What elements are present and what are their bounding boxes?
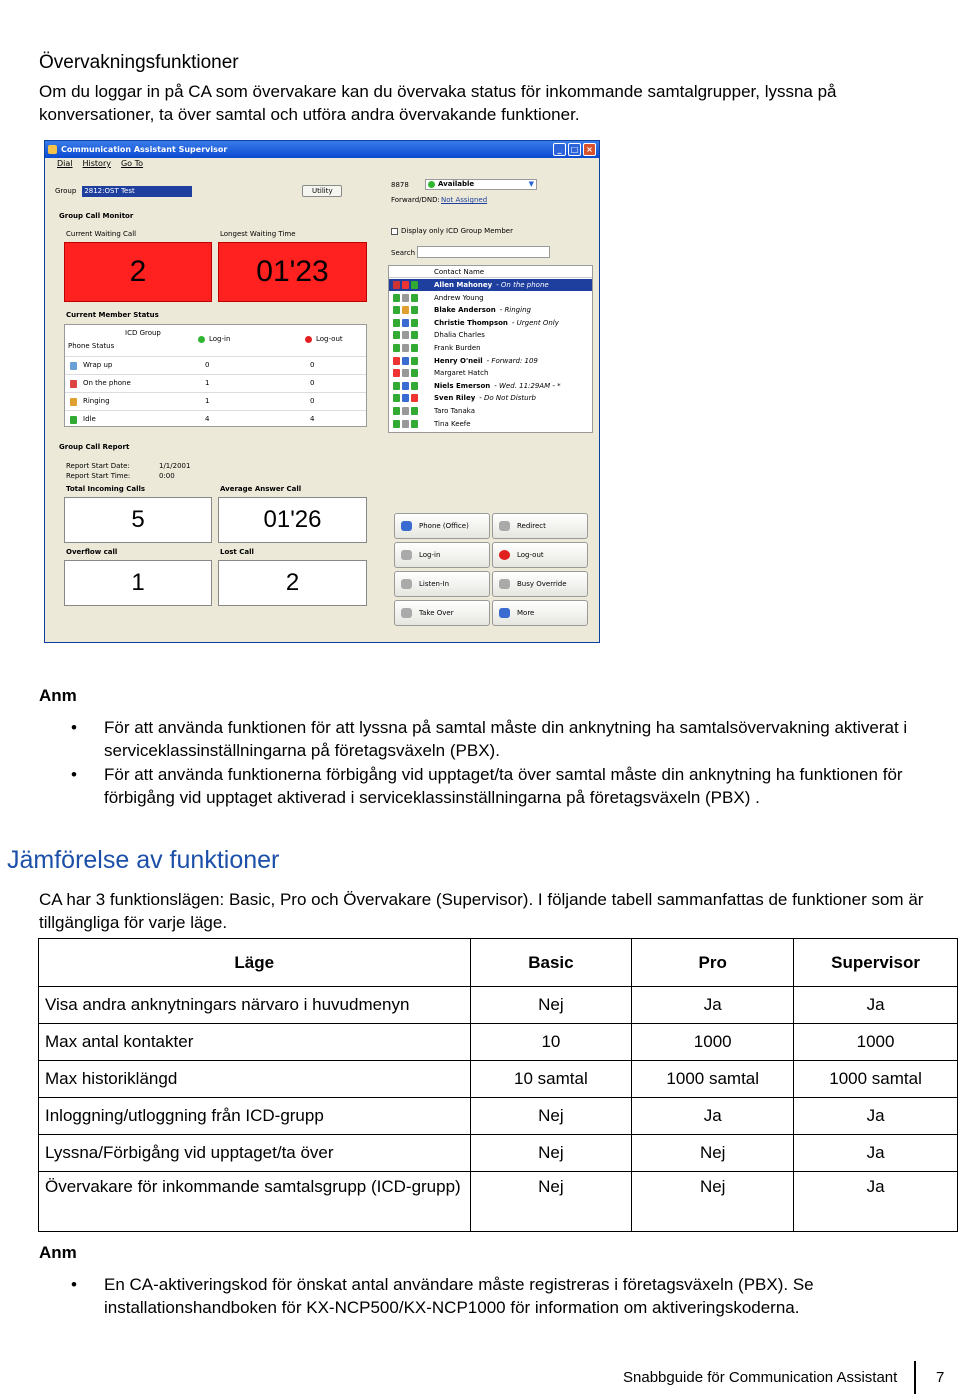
- table-cell: Max historiklängd: [39, 1061, 471, 1098]
- menu-goto[interactable]: Go To: [120, 159, 144, 168]
- table-cell: 1000: [632, 1024, 794, 1061]
- total-incoming-value: 5: [64, 497, 212, 543]
- note-bullet: • För att använda funktionerna förbigång vid upptaget/ta över samtal måste din anknytning ha funktionen för förbigång vid upptaget aktiverad i serviceklassinställningarna på företagsväxeln (PBX) .: [39, 763, 959, 809]
- table-cell: Ja: [794, 1135, 958, 1172]
- lost-call-value: 2: [218, 560, 367, 606]
- contact-row[interactable]: [389, 392, 592, 404]
- table-row: [39, 1135, 958, 1172]
- section-heading-compare: Jämförelse av funktioner: [7, 846, 280, 874]
- table-cell: 10 samtal: [470, 1061, 632, 1098]
- contact-status-icon: [411, 369, 418, 377]
- login-button[interactable]: Log-in: [394, 542, 490, 568]
- contact-row[interactable]: [389, 317, 592, 329]
- contact-status-icon: [411, 294, 418, 302]
- contact-row[interactable]: [389, 355, 592, 367]
- logout-icon: [499, 550, 510, 560]
- presence-select[interactable]: Available ▼: [425, 179, 537, 190]
- contact-status-icon: [402, 319, 409, 327]
- table-row: [39, 1172, 958, 1232]
- phone-icon: [401, 521, 412, 531]
- contact-status-icon: [402, 394, 409, 402]
- busy-override-button[interactable]: Busy Override: [492, 571, 588, 597]
- longest-waiting-time-value: 01'23: [218, 242, 367, 302]
- busy-override-icon: [499, 579, 510, 589]
- current-member-status-label: Current Member Status: [66, 311, 159, 319]
- table-header: Läge: [39, 939, 471, 987]
- contact-status-icon: [393, 331, 400, 339]
- take-over-icon: [401, 608, 412, 618]
- status-row-idle: Idle 4 4: [65, 410, 366, 427]
- contact-status-icon: [411, 357, 418, 365]
- maximize-icon[interactable]: □: [568, 143, 581, 156]
- table-cell: Övervakare för inkommande samtalsgrupp (ICD-grupp): [39, 1172, 471, 1232]
- footer-divider: [914, 1361, 916, 1394]
- overflow-label: Overflow call: [66, 548, 118, 556]
- status-row-ringing: Ringing 1 0: [65, 392, 366, 409]
- table-cell: Nej: [632, 1135, 794, 1172]
- contact-name: Blake Anderson - Ringing: [434, 306, 531, 315]
- report-start-time-label: Report Start Time:: [66, 472, 131, 480]
- on-phone-icon: [70, 380, 77, 388]
- contact-row[interactable]: [389, 342, 592, 354]
- group-label: Group: [55, 187, 77, 195]
- table-cell: Max antal kontakter: [39, 1024, 471, 1061]
- forward-dnd-label: Forward/DND:: [391, 196, 440, 204]
- available-dot-icon: [428, 181, 435, 188]
- table-cell: 10: [470, 1024, 632, 1061]
- contact-name: Tina Keefe: [434, 419, 471, 428]
- table-cell: Ja: [794, 1098, 958, 1135]
- contact-status-icon: [411, 344, 418, 352]
- table-cell: Nej: [470, 1172, 632, 1232]
- login-column-header: Log-in: [198, 335, 230, 343]
- contact-status-icon: [402, 357, 409, 365]
- icd-group-label: ICD Group: [125, 329, 161, 337]
- report-start-date-label: Report Start Date:: [66, 462, 130, 470]
- logout-button[interactable]: Log-out: [492, 542, 588, 568]
- contact-status-icon: [393, 394, 400, 402]
- contact-name: Sven Riley - Do Not Disturb: [434, 394, 536, 403]
- contact-status-icon: [393, 357, 400, 365]
- page-number: 7: [936, 1369, 945, 1386]
- contact-status-icon: [402, 281, 409, 289]
- ringing-icon: [70, 398, 77, 406]
- table-cell: Nej: [470, 1098, 632, 1135]
- redirect-icon: [499, 521, 510, 531]
- note-heading-1: Anm: [39, 686, 77, 705]
- wrapup-icon: [70, 362, 77, 370]
- more-button[interactable]: More: [492, 600, 588, 626]
- phone-office-button[interactable]: Phone (Office): [394, 513, 490, 539]
- menubar: [45, 158, 599, 170]
- app-icon: [48, 145, 57, 154]
- contact-name: Frank Burden: [434, 344, 481, 352]
- average-answer-label: Average Answer Call: [220, 485, 302, 493]
- table-cell: Nej: [470, 1135, 632, 1172]
- contact-status-icon: [411, 281, 418, 289]
- idle-icon: [70, 416, 77, 424]
- status-row-onphone: On the phone 1 0: [65, 374, 366, 391]
- note-bullet: • En CA-aktiveringskod för önskat antal användare måste registreras i företagsväxeln (PBX). Se installationshandboken för KX-NCP500/KX-NCP1000 för information om aktiveringskoderna.: [39, 1273, 959, 1319]
- contact-status-icon: [402, 420, 409, 428]
- contact-status-icon: [402, 369, 409, 377]
- table-cell: Visa andra anknytningars närvaro i huvudmenyn: [39, 987, 471, 1024]
- login-dot-icon: [198, 336, 205, 343]
- contact-name: Niels Emerson - Wed. 11:29AM - *: [434, 381, 561, 390]
- phone-status-label: Phone Status: [68, 342, 115, 350]
- table-cell: Lyssna/Förbigång vid upptaget/ta över: [39, 1135, 471, 1172]
- current-waiting-call-value: 2: [64, 242, 212, 302]
- group-call-report-label: Group Call Report: [59, 443, 130, 451]
- contact-row[interactable]: [389, 405, 592, 417]
- contact-row[interactable]: [389, 380, 592, 392]
- table-header-row: [39, 939, 958, 987]
- menu-history[interactable]: History: [82, 159, 111, 168]
- table-cell: Nej: [470, 987, 632, 1024]
- section-intro-compare: CA har 3 funktionslägen: Basic, Pro och Övervakare (Supervisor). I följande tabell sammanfattas de funktioner som är tillgängliga för varje läge.: [39, 890, 924, 932]
- logout-column-header: Log-out: [305, 335, 343, 343]
- contact-status-icon: [393, 407, 400, 415]
- contact-name: Margaret Hatch: [434, 369, 489, 378]
- table-cell: 1000 samtal: [794, 1061, 958, 1098]
- contact-status-icon: [411, 331, 418, 339]
- listen-in-button[interactable]: Listen-In: [394, 571, 490, 597]
- note-bullet: • För att använda funktionen för att lyssna på samtal måste din anknytning ha samtalsövervakning aktiverat i serviceklassinställningarna på företagsväxeln (PBX).: [39, 716, 959, 762]
- checkbox-icon: [391, 228, 398, 235]
- contact-row[interactable]: [389, 279, 592, 291]
- overflow-value: 1: [64, 560, 212, 606]
- table-cell: Inloggning/utloggning från ICD-grupp: [39, 1098, 471, 1135]
- member-status-table: [64, 324, 367, 427]
- contact-status-icon: [393, 344, 400, 352]
- note-list-2: [39, 1273, 959, 1320]
- table-cell: 1000 samtal: [632, 1061, 794, 1098]
- table-cell: Ja: [632, 987, 794, 1024]
- contact-status-icon: [393, 382, 400, 390]
- note-list-1: [39, 716, 959, 810]
- contact-status-icon: [393, 306, 400, 314]
- search-label: Search: [391, 249, 416, 257]
- current-waiting-call-label: Current Waiting Call: [66, 230, 137, 238]
- take-over-button[interactable]: Take Over: [394, 600, 490, 626]
- table-cell: 1000: [794, 1024, 958, 1061]
- group-select[interactable]: 2812:OST Test: [82, 186, 192, 197]
- contact-row[interactable]: [389, 367, 592, 379]
- table-header: Supervisor: [794, 939, 958, 987]
- section-intro-monitoring: Om du loggar in på CA som övervakare kan du övervaka status för inkommande samtalgrupper, lyssna på konversationer, ta över samtal och utföra andra övervakande funktioner.: [39, 82, 837, 124]
- contact-status-icon: [411, 420, 418, 428]
- table-cell: Ja: [632, 1098, 794, 1135]
- close-icon[interactable]: ×: [583, 143, 596, 156]
- contact-status-icon: [393, 319, 400, 327]
- contact-name: Henry O'neil - Forward: 109: [434, 356, 538, 365]
- note-heading-2: Anm: [39, 1243, 77, 1262]
- contact-name-header[interactable]: Contact Name: [434, 268, 485, 276]
- chevron-down-icon: ▼: [528, 180, 534, 188]
- contact-row[interactable]: [389, 304, 592, 316]
- lost-call-label: Lost Call: [220, 548, 254, 556]
- contact-status-icon: [411, 319, 418, 327]
- contact-name: Taro Tanaka: [434, 407, 475, 415]
- table-row: [39, 987, 958, 1024]
- extension-number: 8878: [391, 181, 409, 189]
- menu-dial[interactable]: Dial: [57, 159, 73, 168]
- table-cell: Ja: [794, 1172, 958, 1232]
- contact-status-icon: [402, 382, 409, 390]
- table-row: [39, 1098, 958, 1135]
- table-cell: Ja: [794, 987, 958, 1024]
- contact-status-icon: [393, 420, 400, 428]
- contact-status-icon: [402, 331, 409, 339]
- longest-waiting-time-label: Longest Waiting Time: [220, 230, 296, 238]
- contact-row[interactable]: [389, 418, 592, 430]
- contact-status-icon: [393, 369, 400, 377]
- report-start-time-value: 0:00: [159, 472, 175, 480]
- logout-dot-icon: [305, 336, 312, 343]
- table-row: [39, 1061, 958, 1098]
- section-heading-monitoring: Övervakningsfunktioner: [39, 52, 239, 73]
- contact-name: Allen Mahoney - On the phone: [434, 281, 549, 289]
- contact-status-icon: [402, 294, 409, 302]
- table-header: Pro: [632, 939, 794, 987]
- contact-status-icon: [402, 407, 409, 415]
- contact-row[interactable]: [389, 292, 592, 304]
- contact-status-icon: [411, 394, 418, 402]
- utility-button[interactable]: Utility: [302, 185, 342, 197]
- table-row: [39, 1024, 958, 1061]
- table-cell: Nej: [632, 1172, 794, 1232]
- login-icon: [401, 550, 412, 560]
- contact-name: Andrew Young: [434, 293, 484, 302]
- contact-row[interactable]: [389, 329, 592, 341]
- window-title: Communication Assistant Supervisor: [61, 145, 228, 154]
- group-call-monitor-label: Group Call Monitor: [59, 212, 134, 220]
- comparison-table: [38, 938, 958, 1232]
- footer-title: Snabbguide för Communication Assistant: [623, 1369, 898, 1386]
- status-row-wrapup: Wrap up 0 0: [65, 356, 366, 373]
- contact-name: Dhalia Charles: [434, 331, 485, 340]
- average-answer-value: 01'26: [218, 497, 367, 543]
- more-icon: [499, 608, 510, 618]
- headset-icon: [401, 579, 412, 589]
- display-only-icd-checkbox[interactable]: Display only ICD Group Member: [391, 227, 513, 235]
- search-input[interactable]: [417, 246, 550, 258]
- contact-list: [388, 265, 593, 433]
- contact-status-icon: [411, 407, 418, 415]
- contact-name: Christie Thompson - Urgent Only: [434, 318, 559, 327]
- redirect-button[interactable]: Redirect: [492, 513, 588, 539]
- forward-dnd-link[interactable]: Not Assigned: [441, 196, 488, 204]
- contact-status-icon: [393, 294, 400, 302]
- contact-status-icon: [393, 281, 400, 289]
- table-header: Basic: [470, 939, 632, 987]
- contact-status-icon: [402, 344, 409, 352]
- minimize-icon[interactable]: _: [553, 143, 566, 156]
- contact-status-icon: [411, 382, 418, 390]
- app-screenshot: [44, 140, 600, 643]
- contact-status-icon: [411, 306, 418, 314]
- contact-status-icon: [402, 306, 409, 314]
- window-titlebar: [45, 141, 599, 158]
- total-incoming-label: Total Incoming Calls: [66, 485, 146, 493]
- report-start-date-value: 1/1/2001: [159, 462, 191, 470]
